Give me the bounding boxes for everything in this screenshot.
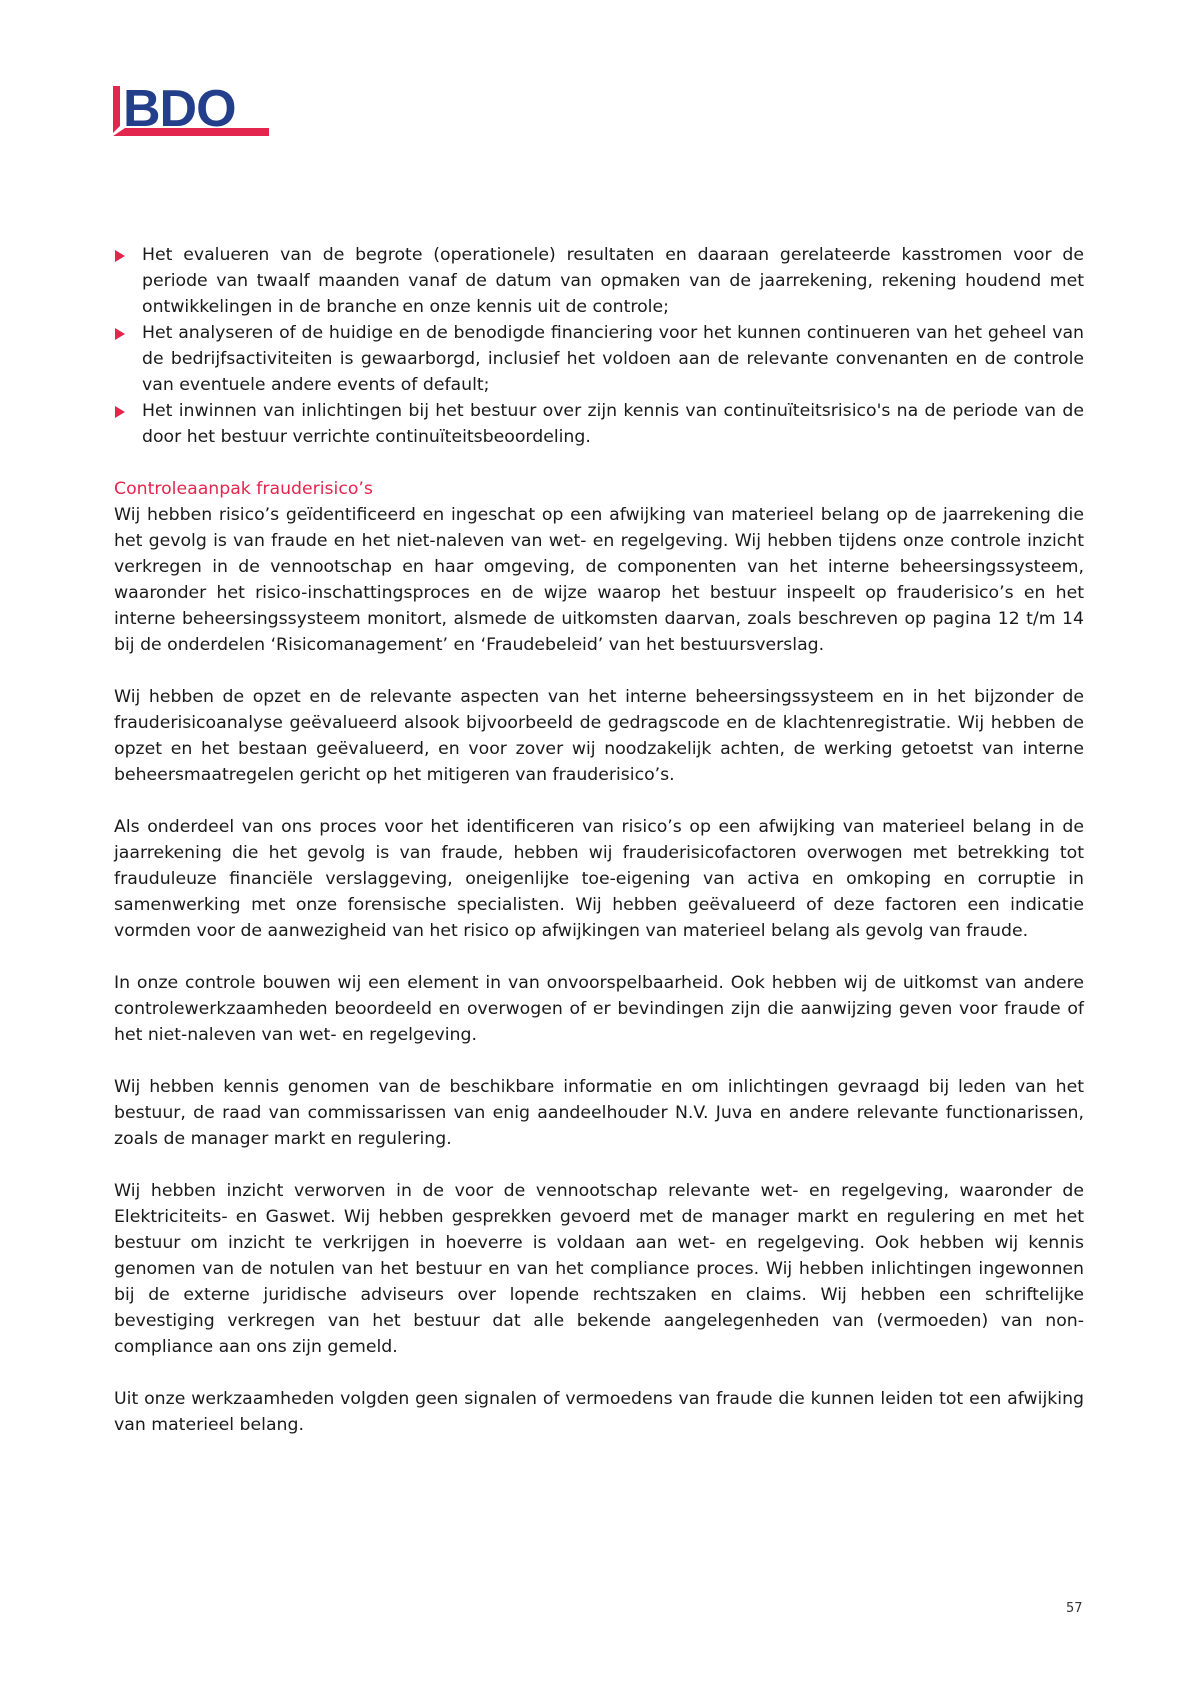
- bdo-logo: [113, 84, 269, 146]
- bullet-triangle-icon: [115, 328, 125, 340]
- paragraph: In onze controle bouwen wij een element in van onvoorspelbaarheid. Ook hebben wij de uitkomst van andere controlewerkzaamheden beoordeeld en overwogen of er bevindingen zijn die aanwijzing geven voor fraude of het niet-naleven van wet- en regelgeving.: [114, 973, 1084, 1045]
- paragraph: Wij hebben risico’s geïdentificeerd en ingeschat op een afwijking van materieel belang op de jaarrekening die het gevolg is van fraude en het niet-naleven van wet- en regelgeving. Wij hebben tijdens onze controle inzicht verkregen in de vennootschap en haar omgeving, de componenten van het interne beheersingssysteem, waaronder het risico-inschattingsproces en de wijze waarop het bestuur inspeelt op frauderisico’s en het interne beheersingssysteem monitort, alsmede de uitkomsten daarvan, zoals beschreven op pagina 12 t/m 14 bij de onderdelen ‘Risicomanagement’ en ‘Fraudebeleid’ van het bestuursverslag.: [114, 505, 1084, 655]
- paragraph: Wij hebben de opzet en de relevante aspecten van het interne beheersingssysteem en in het bijzonder de frauderisicoanalyse geëvalueerd alsook bijvoorbeeld de gedragscode en de klachtenregistratie. Wij hebben de opzet en het bestaan geëvalueerd, en voor zover wij noodzakelijk achten, de werking getoetst van interne beheersmaatregelen gericht op het mitigeren van frauderisico’s.: [114, 687, 1084, 785]
- document-body: [114, 242, 1084, 1464]
- list-item: Het evalueren van de begrote (operationele) resultaten en daaraan gerelateerde kasstromen voor de periode van twaalf maanden vanaf de datum van opmaken van de jaarrekening, rekening houdend met ontwikkelingen in de branche en onze kennis uit de controle;: [114, 242, 1084, 320]
- bullet-triangle-icon: [115, 250, 125, 262]
- list-item: Het analyseren of de huidige en de benodigde financiering voor het kunnen continueren van het geheel van de bedrijfsactiviteiten is gewaarborgd, inclusief het voldoen aan de relevante convenanten en de controle van eventuele andere events of default;: [114, 320, 1084, 398]
- bullet-list: [114, 242, 1084, 450]
- paragraph: Uit onze werkzaamheden volgden geen signalen of vermoedens van fraude die kunnen leiden tot een afwijking van materieel belang.: [114, 1389, 1084, 1435]
- bullet-triangle-icon: [115, 406, 125, 418]
- page-number: 57: [1066, 1601, 1083, 1616]
- section-heading: Controleaanpak frauderisico’s: [114, 479, 373, 499]
- paragraph: Wij hebben inzicht verworven in de voor de vennootschap relevante wet- en regelgeving, waaronder de Elektriciteits- en Gaswet. Wij hebben gesprekken gevoerd met de manager markt en regulering en met het bestuur om inzicht te verkrijgen in hoeverre is voldaan aan wet- en regelgeving. Ook hebben wij kennis genomen van de notulen van het bestuur en van het compliance proces. Wij hebben inlichtingen ingewonnen bij de externe juridische adviseurs over lopende rechtszaken en claims. Wij hebben een schriftelijke bevestiging verkregen van het bestuur dat alle bekende aangelegenheden van (vermoeden) van non-compliance aan ons zijn gemeld.: [114, 1181, 1084, 1357]
- list-item: Het inwinnen van inlichtingen bij het bestuur over zijn kennis van continuïteitsrisico's na de periode van de door het bestuur verrichte continuïteitsbeoordeling.: [114, 398, 1084, 450]
- svg-text:BDO: BDO: [123, 84, 236, 138]
- paragraph: Als onderdeel van ons proces voor het identificeren van risico’s op een afwijking van materieel belang in de jaarrekening die het gevolg is van fraude, hebben wij frauderisicofactoren overwogen met betrekking tot frauduleuze financiële verslaggeving, oneigenlijke toe-eigening van activa en omkoping en corruptie in samenwerking met onze forensische specialisten. Wij hebben geëvalueerd of deze factoren een indicatie vormden voor de aanwezigheid van het risico op afwijkingen van materieel belang als gevolg van fraude.: [114, 817, 1084, 941]
- paragraph: Wij hebben kennis genomen van de beschikbare informatie en om inlichtingen gevraagd bij leden van het bestuur, de raad van commissarissen van enig aandeelhouder N.V. Juva en andere relevante functionarissen, zoals de manager markt en regulering.: [114, 1077, 1084, 1149]
